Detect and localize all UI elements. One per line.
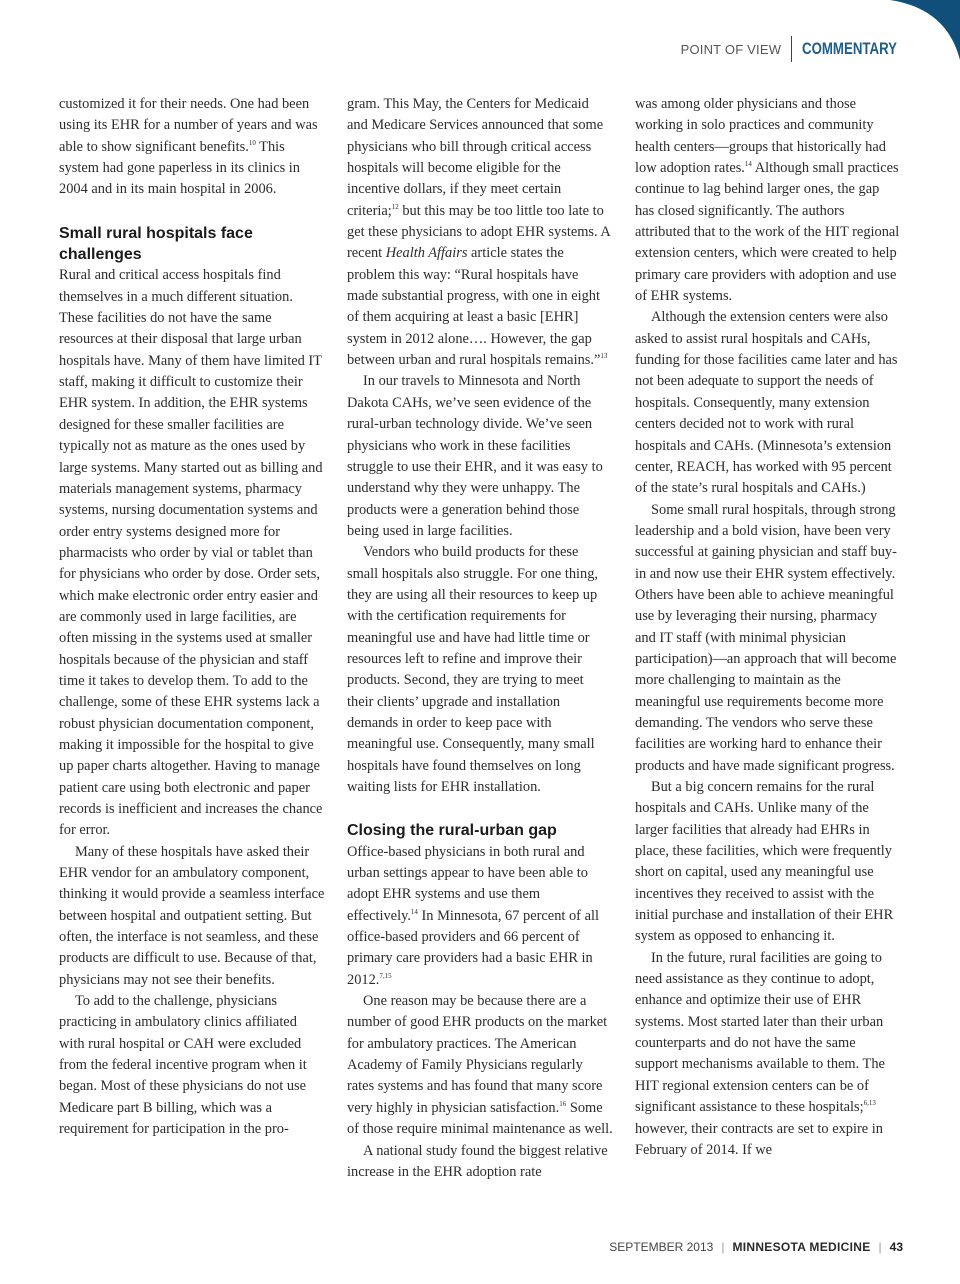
paragraph: Rural and critical access hospitals find themselves in a much different situation. These facilities do not have the same resources at their disposal that large urban hospitals have. Many of them have limited IT staff, making it difficult to customize their EHR system. In addition, the EHR systems designed for these smaller facilities are typically not as mature as the ones used by large systems. Many started out as billing and materials management systems, pharmacy systems, nursing documentation systems and order entry systems designed more for pharmacists who order by vial or tablet than for physicians who order by dose. Order sets, which make electronic order entry easier and are commonly used in large facilities, are often missing in the systems used at smaller hospitals because of the physician and staff time it takes to develop them. To add to the challenge, some of these EHR systems lack a robust physician documentation component, making it impossible for the hospital to give up paper charts altogether. Having to manage patient care using both electronic and paper records is inefficient and increases the chance for error. — [59, 267, 323, 839]
paragraph: To add to the challenge, physicians practicing in ambulatory clinics affiliated with rural hospital or CAH were excluded from the federal incentive program when it began. Most of these physicians do not use Medicare part B billing, which was a requirement for participation in the pro- — [59, 993, 307, 1138]
citation: 13 — [600, 352, 608, 361]
paragraph: Office-based physicians in both rural and urban settings appear to have been able to adopt EHR systems and use them effectively.$^{14}$ In Minnesota, 67 percent of all office-based providers and 66 percent of primary care providers had a basic EHR in 2012.$^{7,15}$ — [347, 843, 599, 988]
paragraph: But a big concern remains for the rural hospitals and CAHs. Unlike many of the larger facilities that already had EHRs in place, these facilities, which were frequently short on capital, used any meaningful use incentives they received to assist with the initial purchase and installation of their EHR system as opposed to enhancing it. — [635, 779, 894, 945]
paragraph: gram. This May, the Centers for Medicaid and Medicare Services announced that some physicians who bill through critical access hospitals will become eligible for the incentive dollars, if they meet certain criteria;$^{12}$ but this may be too little too late to get these physicians to adopt EHR systems. A recent Health Affairs article states the problem this way: “Rural hospitals have made substantial progress, with one in eight of them acquiring at least a basic [EHR] system in 2012 alone…. However, the gap between urban and rural hospitals remains.”$^{13}$ — [347, 96, 611, 369]
issue-date: SEPTEMBER 2013 — [609, 1240, 714, 1254]
citation: 6,13 — [863, 1099, 876, 1108]
paragraph: Many of these hospitals have asked their EHR vendor for an ambulatory component, thinking it would provide a seamless interface between hospital and outpatient setting. But often, the interface is not seamless, and these products are difficult to use. Because of that, physicians may not see their benefits. — [59, 843, 325, 988]
footer-divider: | — [878, 1240, 882, 1254]
paragraph: Some small rural hospitals, through strong leadership and a bold vision, have been very successful at gaining physician and staff buy-in and now use their EHR system effectively. Others have been able to achieve meaningful use by leveraging their nursing, pharmacy and IT staff (with minimal physician participation)—an approach that will become more challenging to maintain as the meaningful use requirements become more demanding. The vendors who serve these facilities are working hard to enhance their products and have made significant progress. — [635, 501, 897, 774]
citation: 10 — [248, 138, 256, 147]
running-header — [681, 36, 902, 62]
citation: 14 — [744, 160, 752, 169]
section-heading: Closing the rural-urban gap — [347, 822, 557, 840]
journal-title: Health Affairs — [385, 245, 468, 262]
citation: 14 — [410, 907, 418, 916]
paragraph: In the future, rural facilities are going to need assistance as they continue to adopt, enhance and optimize their use of EHR systems. Most started later than their urban counterparts and do not have the same support mechanisms available to them. The HIT regional extension centers can be of significant assistance to these hospitals;$^{6,13}$ however, their contracts are set to expire in February of 2014. If we — [635, 949, 885, 1158]
paragraph: customized it for their needs. One had been using its EHR for a number of years and was able to show significant benefits.$^{10}$ This system had gone paperless in its clinics in 2004 and in its main hospital in 2006. — [59, 96, 318, 198]
article-column-1 — [59, 94, 325, 1141]
paragraph: Vendors who build products for these small hospitals also struggle. For one thing, they are using all their resources to keep up with the certification requirements for meaningful use and have had little time or resources left to refine and improve their products. Second, they are trying to meet their clients’ upgrade and installation demands in order to keep pace with meaningful use. Consequently, many small hospitals have found themselves on long waiting lists for EHR installation. — [347, 544, 599, 795]
paragraph: Although the extension centers were also asked to assist rural hospitals and CAHs, funding for those facilities came later and has not been adequate to support the needs of hospitals. Consequently, many extension centers decided not to work with rural hospitals and CAHs. (Minnesota’s extension center, REACH, has worked with 95 percent of the state’s rural hospitals and CAHs.) — [635, 309, 898, 497]
category-label: COMMENTARY — [802, 39, 898, 58]
header-divider — [791, 36, 792, 62]
paragraph: In our travels to Minnesota and North Dakota CAHs, we’ve seen evidence of the rural-urban technology divide. We’ve seen physicians who work in these facilities struggle to use their EHR, and it was easy to understand why they were unhappy. The products were a generation behind those being used in large facilities. — [347, 373, 603, 539]
citation: 16 — [559, 1099, 567, 1108]
footer-divider: | — [721, 1240, 725, 1254]
section-heading: Small rural hospitals face challenges — [59, 224, 253, 264]
paragraph: One reason may be because there are a number of good EHR products on the market for ambulatory practices. The American Academy of Family Physicians regularly rates systems and has found that many score very highly in physician satisfaction.$^{16}$ Some of those require minimal maintenance as well. — [347, 993, 613, 1138]
paragraph: A national study found the biggest relative increase in the EHR adoption rate — [347, 1142, 608, 1180]
section-label: POINT OF VIEW — [680, 41, 782, 57]
article-column-3 — [635, 94, 901, 1161]
publication-name: MINNESOTA MEDICINE — [732, 1240, 871, 1254]
article-column-2 — [347, 94, 613, 1183]
citation: 7,15 — [379, 971, 392, 980]
page-number: 43 — [889, 1240, 903, 1254]
running-footer — [609, 1240, 903, 1254]
citation: 12 — [391, 202, 399, 211]
paragraph: was among older physicians and those working in solo practices and community health centers—groups that historically had low adoption rates.$^{14}$ Although small practices continue to lag behind larger ones, the gap has closed significantly. The authors attributed that to the work of the HIT regional extension centers, which were created to help primary care providers with adoption and use of EHR systems. — [635, 96, 900, 305]
